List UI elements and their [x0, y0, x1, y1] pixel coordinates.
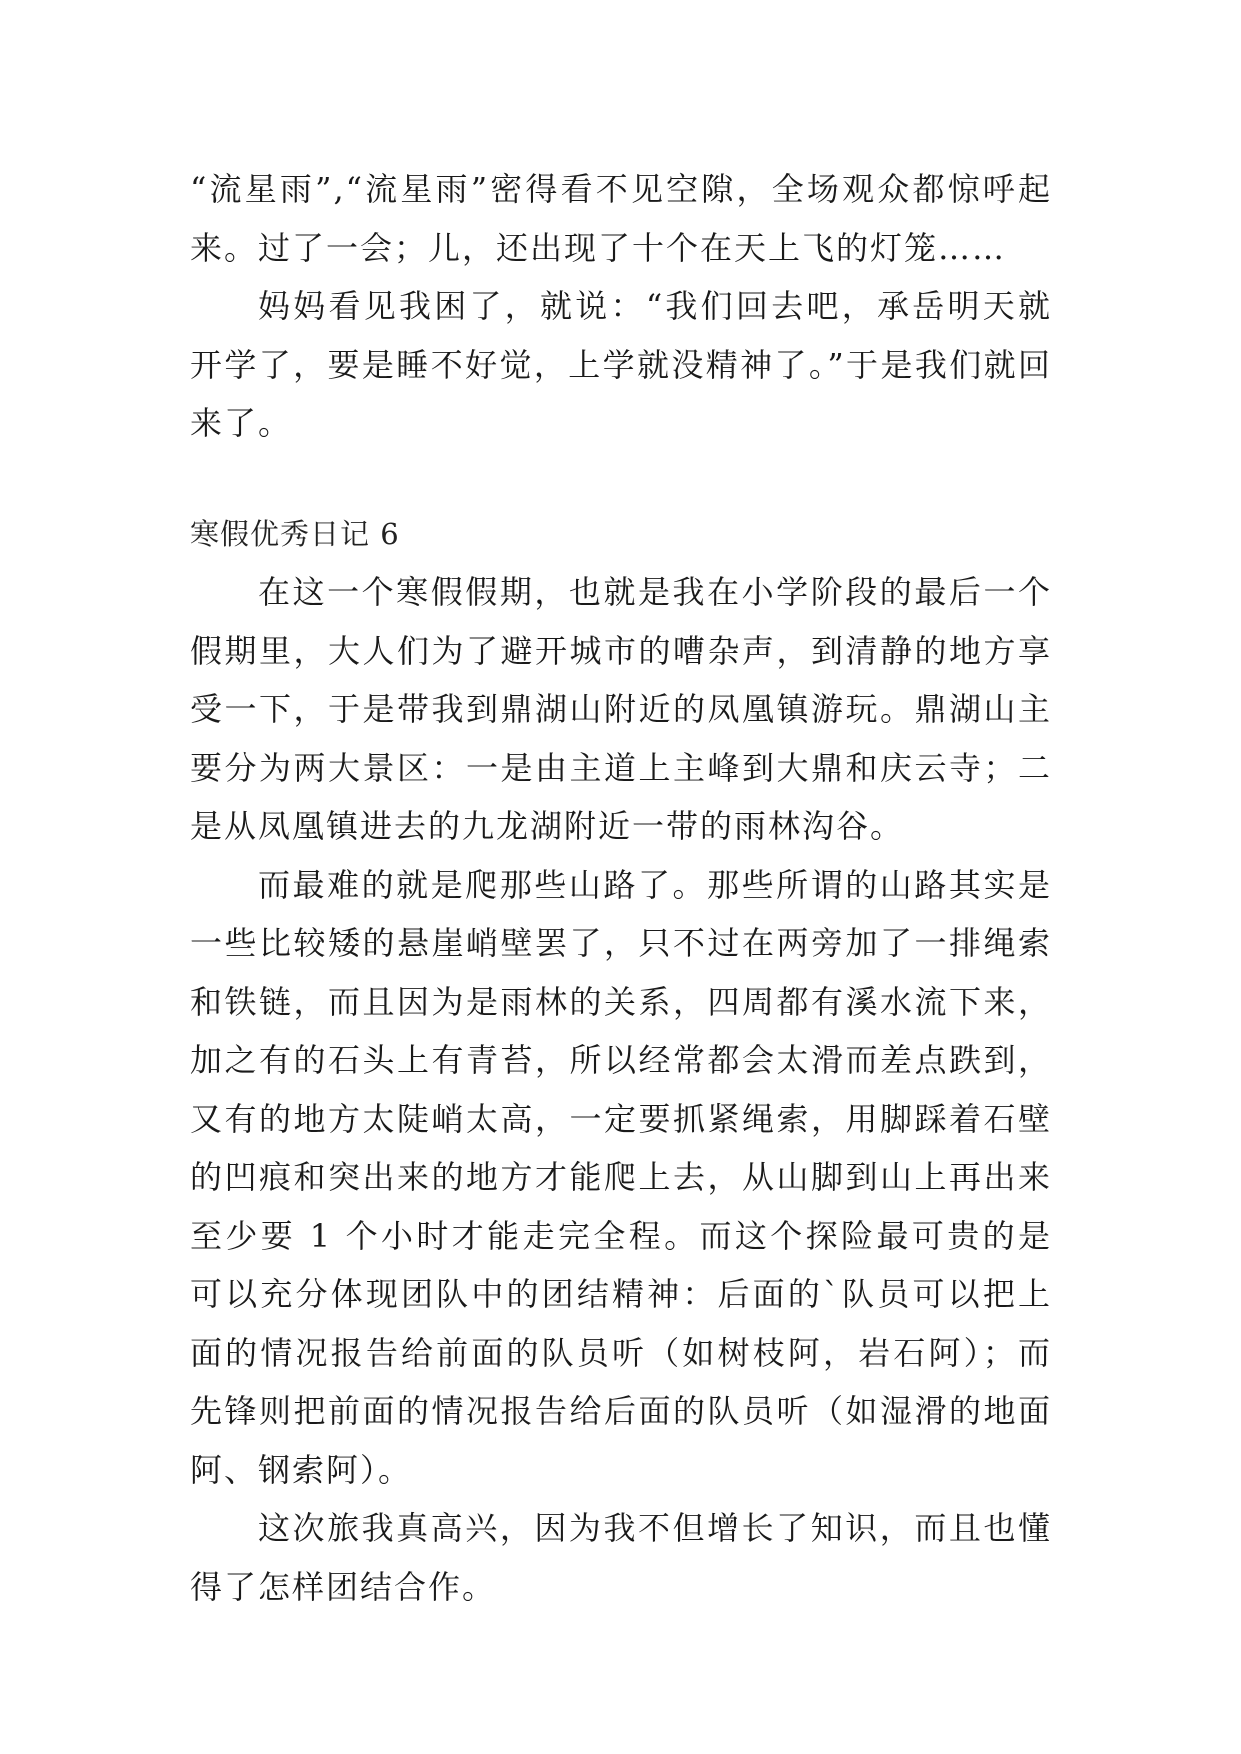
continued-paragraph: “流星雨”,“流星雨”密得看不见空隙，全场观众都惊呼起来。过了一会；儿，还出现了十个在天上飞的灯笼…… [190, 170, 1052, 267]
paragraph-mom: 妈妈看见我困了，就说：“我们回去吧，承岳明天就开学了，要是睡不好觉，上学就没精神了。”于是我们就回来了。 [190, 287, 1052, 442]
document-page [190, 160, 1052, 1616]
paragraph-trip-intro: 在这一个寒假假期，也就是我在小学阶段的最后一个假期里，大人们为了避开城市的嘈杂声，到清静的地方享受一下，于是带我到鼎湖山附近的凤凰镇游玩。鼎湖山主要分为两大景区：一是由主道上主峰到大鼎和庆云寺；二是从凤凰镇进去的九龙湖附近一带的雨林沟谷。 [190, 573, 1052, 845]
paragraph-climbing: 而最难的就是爬那些山路了。那些所谓的山路其实是一些比较矮的悬崖峭壁罢了，只不过在两旁加了一排绳索和铁链，而且因为是雨林的关系，四周都有溪水流下来，加之有的石头上有青苔，所以经常都会太滑而差点跌到，又有的地方太陡峭太高，一定要抓紧绳索，用脚踩着石壁的凹痕和突出来的地方才能爬上去，从山脚到山上再出来至少要 1 个小时才能走完全程。而这个探险最可贵的是可以充分体现团队中的团结精神：后面的`队员可以把上面的情况报告给前面的队员听（如树枝阿，岩石阿）；而先锋则把前面的情况报告给后面的队员听（如湿滑的地面阿、钢索阿）。 [190, 865, 1052, 1489]
section-heading: 寒假优秀日记 6 [190, 516, 400, 551]
paragraph-conclusion: 这次旅我真高兴，因为我不但增长了知识，而且也懂得了怎样团结合作。 [190, 1509, 1052, 1606]
